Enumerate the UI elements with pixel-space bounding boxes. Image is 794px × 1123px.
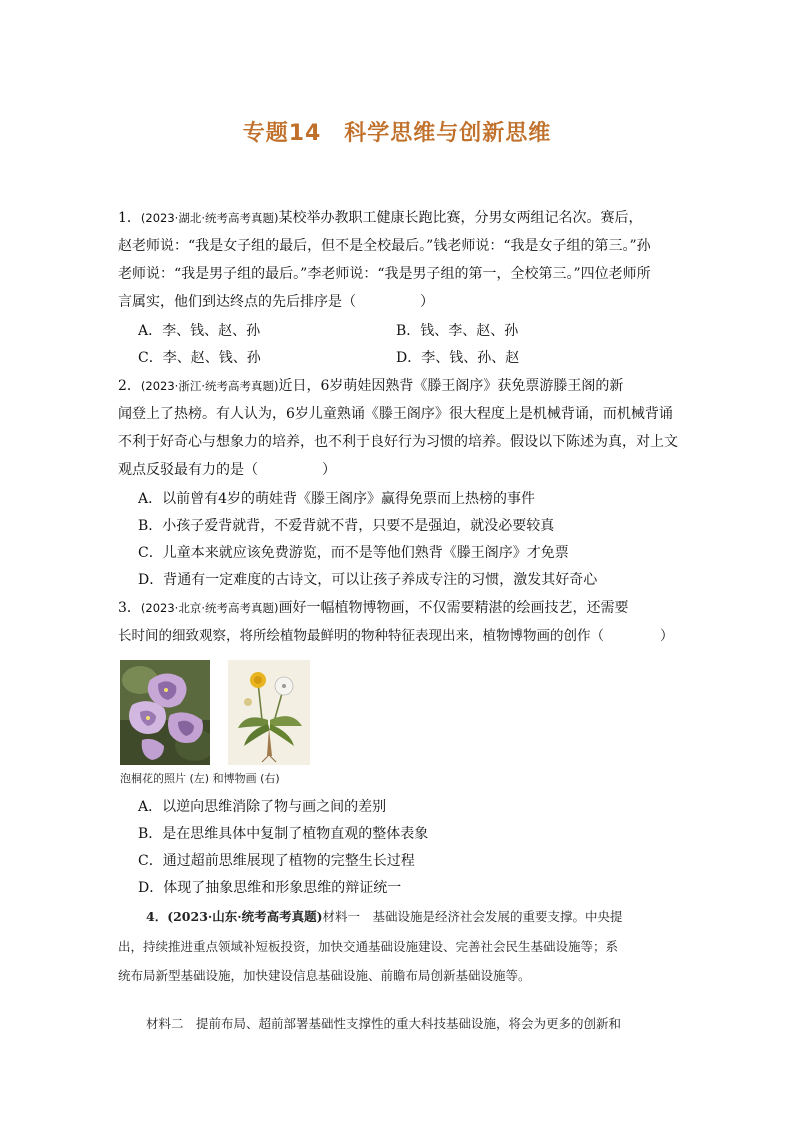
q2-option-c[interactable]: C．儿童本来就应该免费游览，而不是等他们熟背《滕王阁序》才免票 bbox=[138, 545, 569, 561]
q4-line1: 4．(2023·山东·统考高考真题)材料一 基础设施是经济社会发展的重要支撑。中央提 bbox=[146, 909, 623, 924]
page-title: 专题14 科学思维与创新思维 bbox=[242, 121, 552, 146]
q3-option-d[interactable]: D．体现了抽象思维和形象思维的辩证统一 bbox=[138, 880, 402, 896]
q1-line3: 老师说：“我是男子组的最后。”李老师说：“我是男子组的第一，全校第三。”四位老师所 bbox=[118, 266, 651, 282]
q3-line2: 长时间的细致观察，将所绘植物最鲜明的物种特征表现出来，植物博物画的创作（ ） bbox=[118, 628, 674, 644]
q1-number: 1． bbox=[118, 210, 141, 226]
q2-line2: 闻登上了热榜。有人认为，6岁儿童熟诵《滕王阁序》很大程度上是机械背诵，而机械背诵 bbox=[118, 406, 673, 422]
q1-option-d[interactable]: D．李、钱、孙、赵 bbox=[396, 350, 520, 366]
q3-number: 3． bbox=[118, 600, 141, 616]
image-caption: 泡桐花的照片 (左) 和博物画 (右) bbox=[120, 772, 280, 785]
q2-source: (2023·浙江·统考高考真题) bbox=[140, 379, 279, 393]
q2-line3: 不利于好奇心与想象力的培养，也不利于良好行为习惯的培养。假设以下陈述为真，对上文 bbox=[118, 434, 678, 450]
q1-line1 bbox=[118, 205, 678, 231]
q2-option-a[interactable]: A．以前曾有4岁的萌娃背《滕王阁序》赢得免票而上热榜的事件 bbox=[138, 491, 536, 507]
q2-number: 2． bbox=[118, 378, 141, 394]
q1-line4: 言属实，他们到达终点的先后排序是（ ） bbox=[118, 294, 434, 310]
q3-option-b[interactable]: B．是在思维具体中复制了植物直观的整体表象 bbox=[138, 826, 429, 842]
q2-option-d[interactable]: D．背通有一定难度的古诗文，可以让孩子养成专注的习惯，激发其好奇心 bbox=[138, 572, 598, 588]
q3-source: (2023·北京·统考高考真题) bbox=[140, 601, 279, 615]
q4-line3: 统布局新型基础设施，加快建设信息基础设施、前瞻布局创新基础设施等。 bbox=[118, 968, 531, 983]
q1-option-c[interactable]: C．李、赵、钱、孙 bbox=[138, 350, 261, 366]
q3-option-c[interactable]: C．通过超前思维展现了植物的完整生长过程 bbox=[138, 853, 415, 869]
q2-line4: 观点反驳最有力的是（ ） bbox=[118, 462, 336, 478]
q1-line2: 赵老师说：“我是女子组的最后，但不是全校最后。”钱老师说：“我是女子组的第三。”孙 bbox=[118, 238, 651, 254]
q1-option-a[interactable]: A．李、钱、赵、孙 bbox=[138, 323, 261, 339]
q3-line1: 3．(2023·北京·统考高考真题)画好一幅植物博物画，不仅需要精湛的绘画技艺，还需要 bbox=[118, 600, 629, 616]
q4-line2: 出，持续推进重点领域补短板投资，加快交通基础设施建设、完善社会民生基础设施等；系 bbox=[118, 939, 619, 954]
paulownia-photo bbox=[120, 660, 210, 765]
q1-source: (2023·湖北·统考高考真题) bbox=[140, 211, 279, 225]
q2-line1: 2．(2023·浙江·统考高考真题)近日，6岁萌娃因熟背《滕王阁序》获免票游滕王阁的新 bbox=[118, 378, 624, 394]
q1-option-b[interactable]: B．钱、李、赵、孙 bbox=[396, 323, 519, 339]
botanical-painting bbox=[228, 660, 310, 765]
q4-source: 4．(2023·山东·统考高考真题) bbox=[146, 909, 323, 924]
q2-option-b[interactable]: B．小孩子爱背就背，不爱背就不背，只要不是强迫，就没必要较真 bbox=[138, 518, 555, 534]
q3-option-a[interactable]: A．以逆向思维消除了物与画之间的差别 bbox=[138, 799, 387, 815]
q4-line4: 材料二 提前布局、超前部署基础性支撑性的重大科技基础设施，将会为更多的创新和 bbox=[146, 1016, 622, 1031]
q1-text1: 某校举办教职工健康长跑比赛，分男女两组记名次。赛后， bbox=[278, 210, 643, 226]
